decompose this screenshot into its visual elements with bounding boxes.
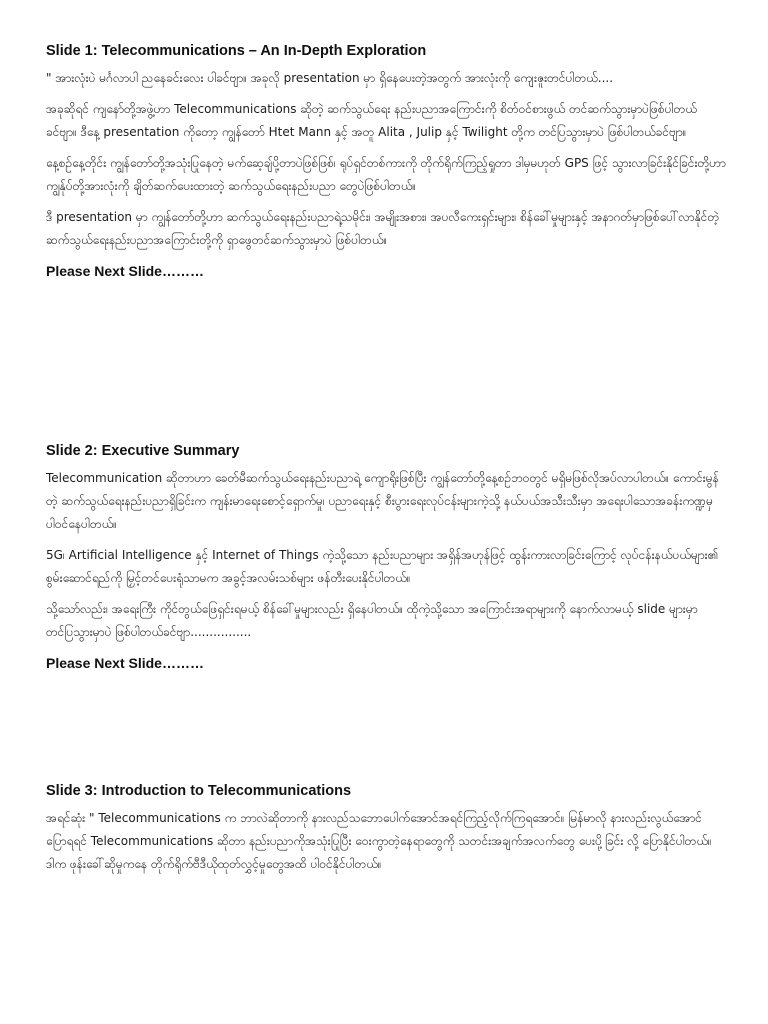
slide-2-paragraph-2: 5G၊ Artificial Intelligence နှင့် Internet of Things ကဲ့သို့သော နည်းပညာများ အရှိန်အဟုန်ဖြင့် ထွန်းကားလာခြင်းကြောင့် လုပ်ငန်းနယ်ပယ်များ၏ စွမ်းဆောင်ရည်ကို မြှင့်တင်ပေးရုံသာမက အခွင့်အလမ်းသစ်များ ဖန်တီးပေးနိုင်ပါတယ်။	[46, 548, 719, 585]
slide-1-paragraph-1: " အားလုံးပဲ မင်္ဂလာပါ ညနေခင်းလေး ပါခင်ဗျာ။ အခုလို presentation မှာ ရှိနေပေးတဲ့အတွက် အားလုံးကို ကျေးဇူးတင်ပါတယ်....	[46, 71, 614, 85]
slide-1-title: Slide 1: Telecommunications – An In-Depth Exploration	[46, 43, 427, 59]
slide-1-paragraph-3: နေ့စဉ်နေ့တိုင်း ကျွန်တော်တို့အသုံးပြုနေတဲ့ မက်ဆေ့ချ်ပို့တာပဲဖြစ်ဖြစ်၊ ရုပ်ရှင်တစ်ကားကို တိုက်ရိုက်ကြည့်ရှုတာ ဒါမှမဟုတ် GPS ဖြင့် သွားလာခြင်းနိုင်ခြင်းတို့ဟာ ကျွန်ုပ်တို့အားလုံးကို ချိတ်ဆက်ပေးထားတဲ့ ဆက်သွယ်ရေးနည်းပညာ တွေပဲဖြစ်ပါတယ်။	[46, 156, 726, 193]
slide-3-paragraph-1: အရင်ဆုံး " Telecommunications က ဘာလဲဆိုတာကို နားလည်သဘောပေါက်အောင်အရင်ကြည့်လိုက်ကြရအောင်။ မြန်မာလို နားလည်းလွယ်အောင် ပြောရရင် Telecommunications ဆိုတာ နည်းပညာကိုအသုံးပြုပြီး ဝေးကွာတဲ့နေရာတွေကို သတင်းအချက်အလက်တွေ ပေးပို့ခြင်း လို့ ပြောနိုင်ပါတယ်။ ဒါက ဖုန်းခေါ်ဆိုမှုကနေ တိုက်ရိုက်ဗီဒီယိုထုတ်လွှင့်မှုတွေအထိ ပါဝင်နိုင်ပါတယ်။	[46, 811, 712, 871]
slide-1-section	[46, 40, 726, 440]
slide-3-title: Slide 3: Introduction to Telecommunications	[46, 783, 352, 799]
slide-2-paragraph-3: သို့သော်လည်း၊ အရေးကြီး ကိုင်တွယ်ဖြေရှင်းရမယ့် စိန်ခေါ်မှုများလည်း ရှိနေပါတယ်။ ထိုကဲ့သို့သော အကြောင်းအရာများကို နောက်လာမယ့် slide များမှာ တင်ပြသွားမှာပဲ ဖြစ်ပါတယ်ခင်ဗျာ................	[46, 602, 698, 639]
slide-2-next-note: Please Next Slide………	[46, 655, 204, 671]
document-page	[46, 40, 726, 884]
slide-1-paragraph-2: အခုဆိုရင် ကျနော်တို့အဖွဲ့ဟာ Telecommunications ဆိုတဲ့ ဆက်သွယ်ရေး နည်းပညာအကြောင်းကို စိတ်ဝင်စားဖွယ် တင်ဆက်သွားမှာပဲဖြစ်ပါတယ်ခင်ဗျာ။ ဒီနေ့ presentation ကိုတော့ ကျွန်တော် Htet Mann နှင့် အတူ Alita , Julip နှင့် Twilight တို့က တင်ပြသွားမှာပဲ ဖြစ်ပါတယ်ခင်ဗျာ။	[46, 102, 697, 139]
slide-2-section	[46, 440, 726, 780]
slide-3-section	[46, 780, 726, 876]
slide-1-next-note: Please Next Slide………	[46, 263, 204, 279]
slide-2-paragraph-1: Telecommunication ဆိုတာဟာ ခေတ်မီဆက်သွယ်ရေးနည်းပညာရဲ့ ကျောရိုးဖြစ်ပြီး ကျွန်တော်တို့နေ့စဉ်ဘဝတွင် မရှိမဖြစ်လိုအပ်လာပါတယ်။ ကောင်းမွန်တဲ့ ဆက်သွယ်ရေးနည်းပညာရှိခြင်းက ကျန်းမာရေးစောင့်ရှောက်မှု၊ ပညာရေးနှင့် စီးပွားရေးလုပ်ငန်းများကဲ့သို့ နယ်ပယ်အသီးသီးမှာ အရေးပါသောအခန်းကဏ္ဍမှ ပါဝင်နေပါတယ်။	[46, 471, 719, 531]
slide-2-title: Slide 2: Executive Summary	[46, 443, 240, 459]
slide-1-paragraph-4: ဒီ presentation မှာ ကျွန်တော်တို့ဟာ ဆက်သွယ်ရေးနည်းပညာရဲ့သမိုင်း၊ အမျိုးအစား၊ အပလီကေးရှင်းများ၊ စိန်ခေါ်မှုများနှင့် အနာဂတ်မှာဖြစ်ပေါ်လာနိုင်တဲ့ ဆက်သွယ်ရေးနည်းပညာအကြောင်းတို့ကို ရှာဖွေတင်ဆက်သွားမှာပဲ ဖြစ်ပါတယ်။	[46, 210, 720, 247]
